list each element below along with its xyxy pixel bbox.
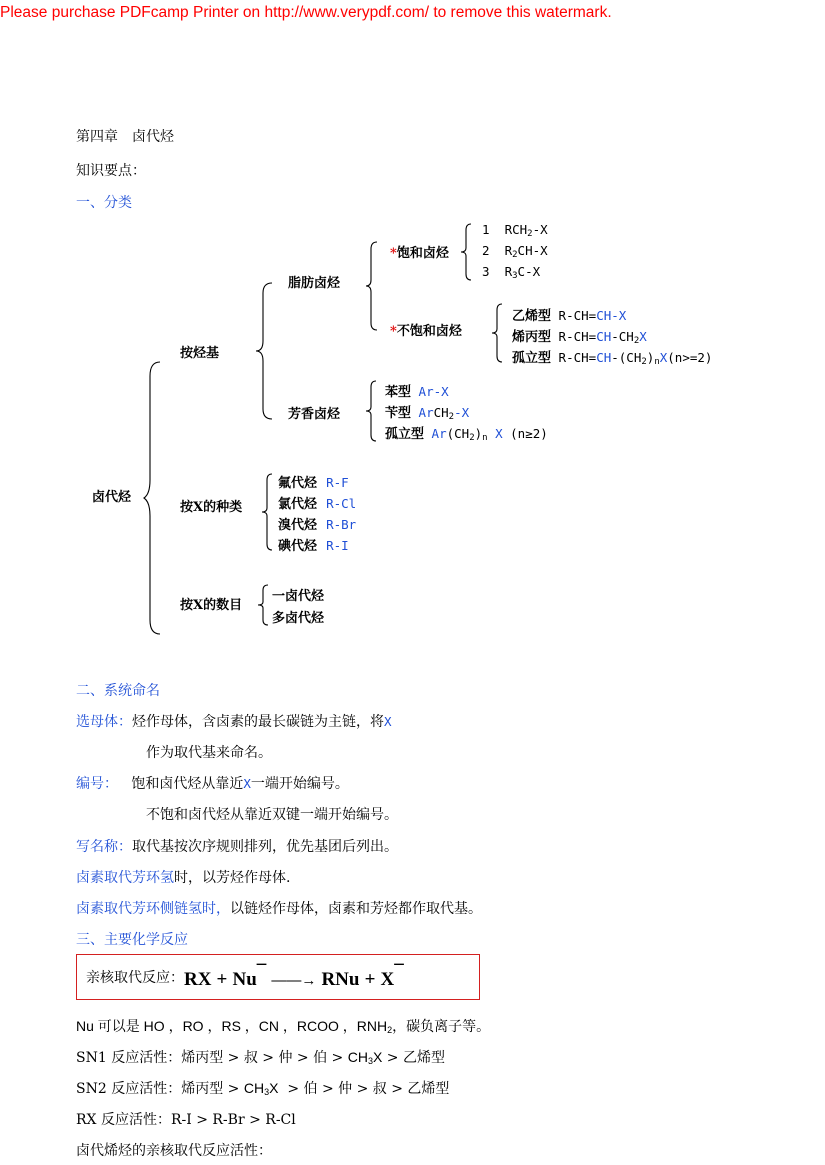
section-1-heading: 一、分类 <box>76 195 132 211</box>
key-points-heading: 知识要点： <box>76 163 146 179</box>
sat-item-1: 1 $RCH_2-X$ <box>482 222 548 239</box>
halogen-fluoro: 氟代烃 R-F <box>278 475 349 491</box>
naming-numbering-cont: 不饱和卤代烃从靠近双键一端开始编号。 <box>146 807 398 823</box>
sn1-activity: SN1 反应活性：烯丙型 > 叔 > 仲 > 伯 > $CH_3X$ > 乙烯型 <box>76 1049 445 1066</box>
unsat-vinyl: 乙烯型 R-CH=CH-X <box>512 308 627 324</box>
nucleophile-list: Nu 可以是 HO ，RO ，RS ，CN ，RCOO ，$RNH_2$，碳负离子等。 <box>76 1018 491 1035</box>
sat-item-3: 3 $R_3C-X$ <box>482 264 541 281</box>
aliphatic-brace <box>366 242 380 330</box>
chapter-title: 第四章 卤代烃 <box>76 129 174 145</box>
aromatic-benzene: 苯型 Ar-X <box>385 384 449 400</box>
haloalkene-activity: 卤代烯烃的亲核取代反应活性： <box>76 1143 272 1159</box>
watermark-text: Please purchase PDFcamp Printer on http://www.verypdf.com/ to remove this watermark. <box>0 4 612 21</box>
unsaturated-label: *不饱和卤烃 <box>390 324 462 339</box>
halogen-count-brace <box>258 585 270 625</box>
branch-hydrocarbon: 按烃基 <box>180 346 220 361</box>
count-poly: 多卤代烃 <box>272 611 325 626</box>
rx-activity: RX 反应活性：R-I > R-Br > R-Cl <box>76 1112 296 1128</box>
halogen-bromo: 溴代烃 R-Br <box>278 517 357 533</box>
aromatic-brace <box>366 381 378 441</box>
count-mono: 一卤代烃 <box>272 589 325 604</box>
star-mark: * <box>390 324 397 339</box>
unsat-isolated: 孤立型 $R-CH=CH-(CH_2)_nX(n>=2)$ <box>512 350 713 367</box>
naming-write: 写名称：取代基按次序规则排列，优先基团后列出。 <box>76 839 398 855</box>
hydrocarbon-brace <box>256 283 276 419</box>
naming-aromatic-h: 卤素取代芳环氢时，以芳烃作母体. <box>76 870 291 886</box>
tree-root: 卤代烃 <box>92 490 132 505</box>
sat-item-2: 2 $R_2CH-X$ <box>482 243 548 260</box>
halogen-kind-brace <box>262 474 274 550</box>
saturated-brace <box>461 224 473 280</box>
naming-numbering: 编号： 饱和卤代烃从靠近X一端开始编号。 <box>76 776 349 792</box>
naming-parent-cont: 作为取代基来命名。 <box>146 745 272 761</box>
reaction-equation: 亲核取代反应：RX + Nu¯ ——→ RNu + X¯ <box>86 962 404 990</box>
aliphatic-label: 脂肪卤烃 <box>288 276 341 291</box>
branch-halogen-count: 按X的数目 <box>180 598 243 613</box>
saturated-label: *饱和卤烃 <box>390 246 449 261</box>
section-2-heading: 二、系统命名 <box>76 683 160 699</box>
branch-halogen-kind: 按X的种类 <box>180 500 243 515</box>
naming-parent: 选母体：烃作母体，含卤素的最长碳链为主链，将X <box>76 714 392 730</box>
halogen-chloro: 氯代烃 R-Cl <box>278 496 357 512</box>
halogen-iodo: 碘代烃 R-I <box>278 538 349 554</box>
unsat-allyl: 烯丙型 $R-CH=CH-CH_2X$ <box>512 329 647 346</box>
aromatic-benzyl: 苄型 ArCH$_2$-X <box>385 405 470 422</box>
star-mark: * <box>390 246 397 261</box>
naming-side-chain: 卤素取代芳环侧链氢时，以链烃作母体，卤素和芳烃都作取代基。 <box>76 901 482 917</box>
unsaturated-brace <box>492 304 504 362</box>
section-3-heading: 三、主要化学反应 <box>76 932 188 948</box>
aromatic-label: 芳香卤烃 <box>288 407 341 422</box>
aromatic-isolated: 孤立型 $Ar(CH_2)_n$ X (n≥2) <box>385 426 548 443</box>
sn2-activity: SN2 反应活性：烯丙型 > $CH_3X$ > 伯 > 仲 > 叔 > 乙烯型 <box>76 1080 450 1097</box>
root-brace <box>144 362 164 634</box>
